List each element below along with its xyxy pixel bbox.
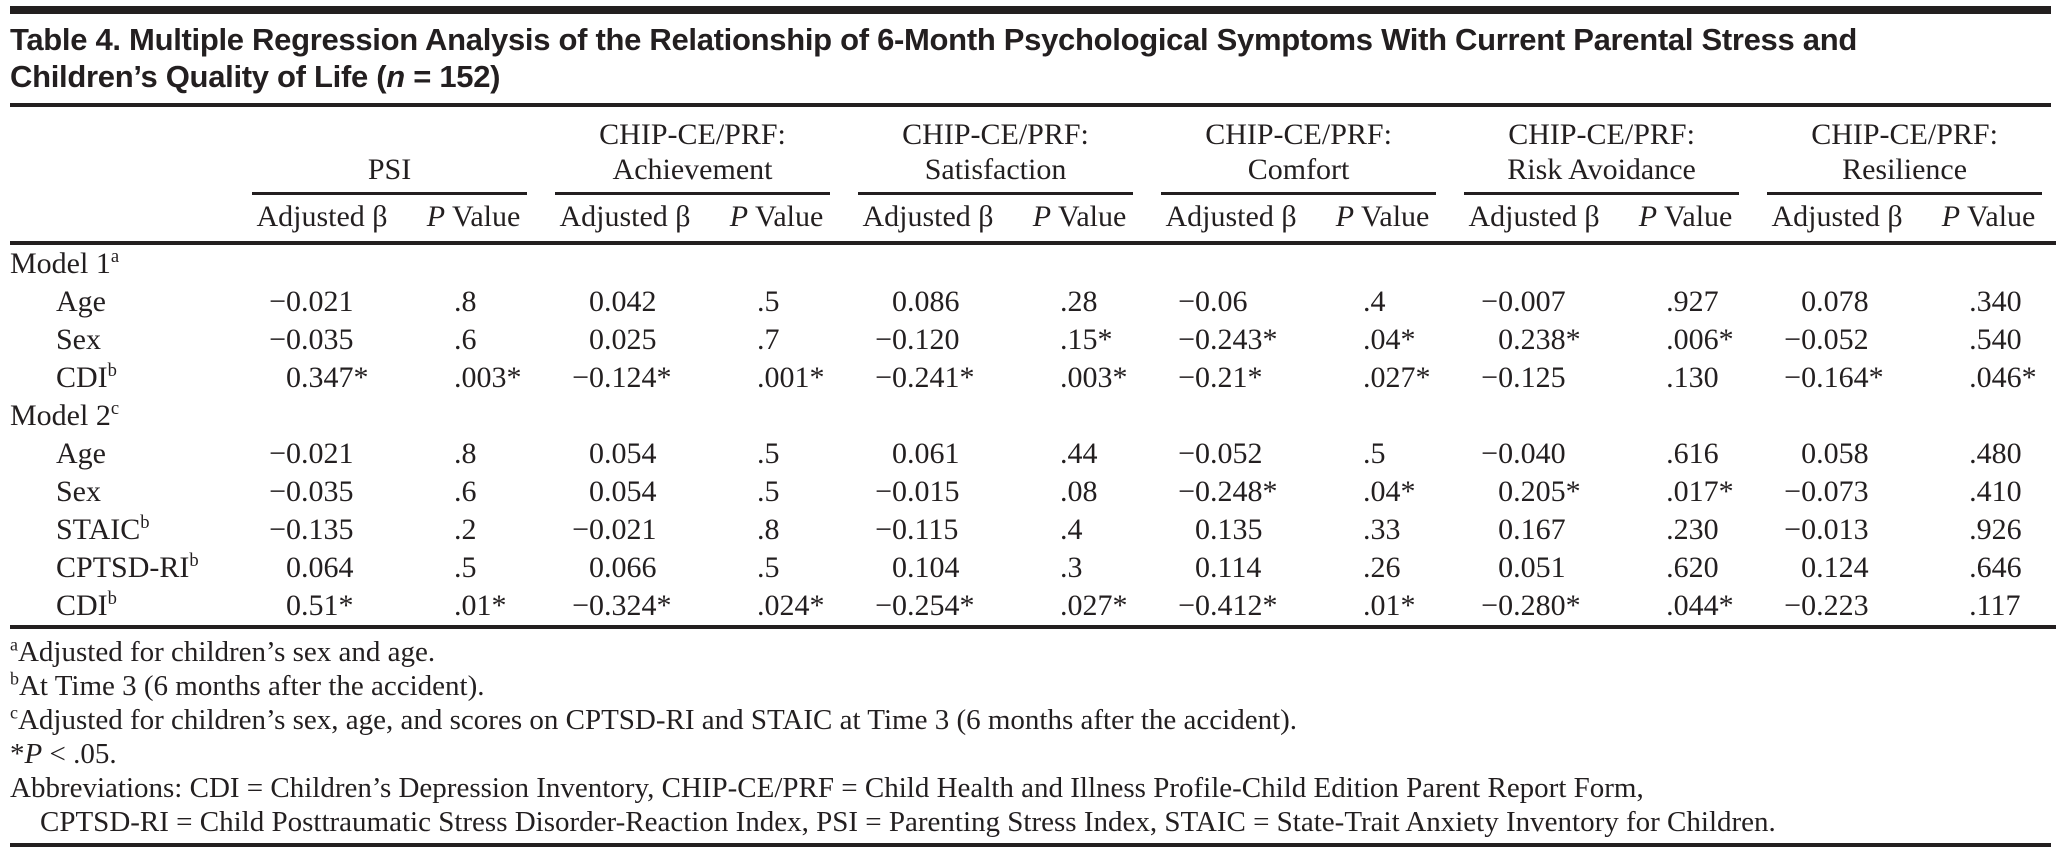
minus-sign: −	[1784, 475, 1802, 508]
p-value-cell: .5	[757, 551, 780, 584]
empty-cell	[1753, 243, 1921, 283]
p-value-cell: .6	[454, 323, 477, 356]
beta-value: 0.042	[589, 285, 657, 318]
minus-sign: −	[1178, 323, 1196, 356]
adjusted-beta-cell	[238, 473, 406, 511]
p-rest: Value	[1960, 200, 2036, 233]
minus-sign: −	[269, 475, 286, 508]
group-line: Resilience	[1842, 153, 1968, 186]
label-column-subheader	[10, 195, 238, 243]
minus-sign: −	[1178, 589, 1196, 622]
group-line: Risk Avoidance	[1507, 153, 1696, 186]
group-line: CHIP-CE/PRF:	[599, 118, 786, 151]
adjusted-beta-cell	[1450, 549, 1618, 587]
group-line: CHIP-CE/PRF:	[1508, 118, 1695, 151]
group-header-psi	[238, 107, 541, 195]
p-value-cell: .003*	[454, 361, 522, 394]
p-value-header	[406, 195, 541, 243]
adjusted-beta-cell	[541, 283, 709, 321]
p-value-cell: .117	[1921, 587, 2056, 627]
p-italic: P	[1638, 200, 1658, 233]
beta-value: 0.007	[1498, 285, 1566, 318]
beta-value: 0.120	[892, 323, 960, 356]
empty-cell	[1012, 243, 1147, 283]
footnote-marker: c	[110, 398, 120, 419]
p-value-cell: .927	[1666, 285, 1719, 318]
minus-sign: −	[875, 589, 893, 622]
adjusted-beta-cell	[238, 321, 406, 359]
p-value-cell: .616	[1666, 437, 1719, 470]
minus-sign: −	[875, 323, 893, 356]
minus-sign: −	[875, 361, 893, 394]
adjusted-beta-cell	[541, 321, 709, 359]
beta-value: 0.025	[589, 323, 657, 356]
adjusted-beta-cell	[844, 435, 1012, 473]
adjusted-beta-cell	[1450, 283, 1618, 321]
empty-cell	[1012, 397, 1147, 435]
minus-sign: −	[269, 285, 286, 318]
minus-sign: −	[875, 475, 893, 508]
adjusted-beta-header: Adjusted β	[238, 195, 406, 243]
row-label: Age	[56, 285, 106, 318]
adjusted-beta-cell	[1450, 321, 1618, 359]
empty-cell	[1450, 397, 1618, 435]
group-header-risk-avoidance	[1450, 107, 1753, 195]
group-line	[252, 117, 527, 152]
adjusted-beta-cell	[844, 283, 1012, 321]
label-column-header	[10, 107, 238, 195]
group-header-inner	[555, 117, 830, 195]
adjusted-beta-cell	[1753, 321, 1921, 359]
p-value-cell: .410	[1969, 475, 2022, 508]
beta-value: 0.280*	[1498, 589, 1581, 622]
footnote-marker: b	[140, 512, 150, 533]
p-rest: Value	[1051, 200, 1127, 233]
adjusted-beta-cell	[1147, 473, 1315, 511]
adjusted-beta-cell	[844, 587, 1012, 627]
p-value-cell: .646	[1969, 551, 2022, 584]
adjusted-beta-cell	[1753, 435, 1921, 473]
p-value-cell: .01*	[1315, 587, 1450, 627]
adjusted-beta-cell	[1753, 283, 1921, 321]
footnote-line: *P < .05.	[10, 738, 117, 770]
p-value-cell: .2	[454, 513, 477, 546]
p-value-cell: .5	[757, 437, 780, 470]
group-header-achievement	[541, 107, 844, 195]
p-value-cell: .003*	[1060, 361, 1128, 394]
adjusted-beta-cell	[1753, 549, 1921, 587]
row-label: Model 2$^c$	[10, 398, 120, 432]
row-label: CPTSD-$RI^b$	[56, 550, 199, 584]
p-value-cell: .04*	[1363, 475, 1416, 508]
adjusted-beta-header: Adjusted β	[541, 195, 709, 243]
table-header	[10, 107, 2056, 243]
p-value-cell: .04*	[1363, 323, 1416, 356]
beta-value: 0.035	[286, 475, 354, 508]
group-header-row	[10, 107, 2056, 195]
adjusted-beta-cell	[541, 549, 709, 587]
p-value-cell: .01*	[406, 587, 541, 627]
p-value-cell: .8	[757, 513, 780, 546]
footnote-marker: b	[189, 550, 199, 571]
italic-p: P	[24, 738, 43, 770]
beta-value: 0.21*	[1195, 361, 1263, 394]
minus-sign: −	[572, 589, 590, 622]
empty-cell	[1618, 243, 1753, 283]
title-line-2	[10, 58, 2051, 95]
group-header-inner	[858, 117, 1133, 195]
empty-cell	[1921, 397, 2056, 435]
beta-value: 0.324*	[589, 589, 672, 622]
beta-value: 0.052	[1195, 437, 1263, 470]
minus-sign: −	[1178, 285, 1196, 318]
p-value-cell: .5	[757, 285, 780, 318]
p-value-cell: .8	[454, 285, 477, 318]
minus-sign: −	[572, 513, 590, 546]
group-line: Satisfaction	[924, 153, 1067, 186]
title-n-italic: n	[386, 59, 405, 94]
empty-cell	[709, 243, 844, 283]
adjusted-beta-cell	[1147, 435, 1315, 473]
adjusted-beta-cell	[844, 473, 1012, 511]
adjusted-beta-cell	[844, 321, 1012, 359]
empty-cell	[406, 243, 541, 283]
p-value-cell: .230	[1666, 513, 1719, 546]
p-value-cell: .7	[757, 323, 780, 356]
minus-sign: −	[1784, 323, 1802, 356]
p-value-cell: .44	[1060, 437, 1098, 470]
bottom-rule	[10, 843, 2051, 847]
empty-cell	[844, 397, 1012, 435]
row-label: Model 1$^a$	[10, 246, 120, 280]
beta-value: 0.013	[1801, 513, 1869, 546]
minus-sign: −	[1481, 361, 1499, 394]
p-rest: Value	[1657, 200, 1733, 233]
adjusted-beta-cell	[1753, 587, 1921, 627]
minus-sign: −	[1178, 437, 1196, 470]
row-label: Sex	[56, 323, 101, 356]
p-value-cell: .33	[1363, 513, 1401, 546]
adjusted-beta-cell	[1147, 587, 1315, 627]
table-figure	[0, 6, 2061, 847]
title-line-2-post: = 152)	[404, 59, 501, 94]
data-row	[10, 283, 2056, 321]
p-value-cell: .926	[1969, 513, 2022, 546]
title-line-2-pre: Children’s Quality of Life (	[10, 59, 387, 94]
minus-sign: −	[1178, 475, 1196, 508]
p-value-cell: .4	[1060, 513, 1083, 546]
beta-value: 0.135	[286, 513, 354, 546]
footnote-line: Abbreviations: CDI = Children’s Depression Inventory, CHIP-CE/PRF = Child Health and Illness Profile-Child Edition Parent Report Form,	[10, 772, 1644, 804]
footnote-marker: b	[107, 360, 117, 381]
footnote-line: $^c$Adjusted for children’s sex, age, and scores on CPTSD-RI and STAIC at Time 3 (6 months after the accident).	[10, 702, 1298, 736]
p-value-cell: .4	[1363, 285, 1386, 318]
adjusted-beta-cell	[1753, 473, 1921, 511]
beta-value: 0.021	[589, 513, 657, 546]
adjusted-beta-header: Adjusted β	[1753, 195, 1921, 243]
p-value-header	[1012, 195, 1147, 243]
empty-cell	[1753, 397, 1921, 435]
adjusted-beta-cell	[1450, 473, 1618, 511]
group-line: CHIP-CE/PRF:	[1205, 118, 1392, 151]
p-value-cell: .027*	[1363, 361, 1431, 394]
beta-value: 0.104	[892, 551, 960, 584]
minus-sign: −	[269, 513, 286, 546]
beta-value: 0.115	[892, 513, 959, 546]
p-value-cell: .3	[1060, 551, 1083, 584]
beta-value: 0.125	[1498, 361, 1566, 394]
adjusted-beta-cell	[541, 587, 709, 627]
p-value-cell: .006*	[1666, 323, 1734, 356]
row-label: Sex	[56, 475, 101, 508]
adjusted-beta-cell	[541, 359, 709, 397]
group-header-inner	[1464, 117, 1739, 195]
empty-cell	[1315, 397, 1450, 435]
beta-value: 0.06	[1195, 285, 1248, 318]
empty-cell	[1147, 397, 1315, 435]
adjusted-beta-cell	[541, 511, 709, 549]
group-header-inner	[1161, 117, 1436, 195]
footnote-line: $^a$Adjusted for children’s sex and age.	[10, 634, 436, 668]
p-italic: P	[1335, 200, 1355, 233]
beta-value: 0.015	[892, 475, 960, 508]
beta-value: 0.243*	[1195, 323, 1278, 356]
empty-cell	[541, 243, 709, 283]
p-italic: P	[426, 200, 446, 233]
p-value-cell: .024*	[709, 587, 844, 627]
group-header-resilience	[1753, 107, 2056, 195]
p-value-cell: .15*	[1060, 323, 1113, 356]
beta-value: 0.064	[286, 551, 354, 584]
beta-value: 0.205*	[1498, 475, 1581, 508]
data-row	[10, 359, 2056, 397]
minus-sign: −	[1481, 285, 1499, 318]
adjusted-beta-cell	[844, 549, 1012, 587]
adjusted-beta-header: Adjusted β	[1147, 195, 1315, 243]
p-value-cell: .6	[454, 475, 477, 508]
p-value-cell: .08	[1060, 475, 1098, 508]
p-value-cell: .5	[454, 551, 477, 584]
group-header-inner	[1767, 117, 2042, 195]
group-line: Achievement	[612, 153, 773, 186]
adjusted-beta-cell	[1147, 359, 1315, 397]
group-header-satisfaction	[844, 107, 1147, 195]
beta-value: 0.238*	[1498, 323, 1581, 356]
p-value-cell: .044*	[1618, 587, 1753, 627]
beta-value: 0.021	[286, 285, 354, 318]
beta-value: 0.052	[1801, 323, 1869, 356]
group-line: Comfort	[1247, 153, 1350, 186]
section-row	[10, 397, 2056, 435]
beta-value: 0.124	[1801, 551, 1869, 584]
empty-cell	[1315, 243, 1450, 283]
sub-header-row	[10, 195, 2056, 243]
beta-value: 0.223	[1801, 589, 1869, 622]
beta-value: 0.135	[1195, 513, 1263, 546]
adjusted-beta-cell	[844, 359, 1012, 397]
beta-value: 0.061	[892, 437, 960, 470]
adjusted-beta-cell	[1147, 511, 1315, 549]
beta-value: 0.248*	[1195, 475, 1278, 508]
beta-value: 0.058	[1801, 437, 1869, 470]
p-value-cell: .5	[1363, 437, 1386, 470]
data-row	[10, 473, 2056, 511]
minus-sign: −	[1784, 589, 1802, 622]
p-value-header	[1618, 195, 1753, 243]
empty-cell	[844, 243, 1012, 283]
adjusted-beta-cell	[844, 511, 1012, 549]
group-header-inner	[252, 117, 527, 195]
data-row	[10, 321, 2056, 359]
adjusted-beta-cell	[238, 549, 406, 587]
beta-value: 0.124*	[589, 361, 672, 394]
row-label: CDI$^b$	[10, 587, 238, 627]
empty-cell	[406, 397, 541, 435]
beta-value: 0.066	[589, 551, 657, 584]
p-value-cell: .017*	[1666, 475, 1734, 508]
empty-cell	[1921, 243, 2056, 283]
p-value-cell: .8	[454, 437, 477, 470]
adjusted-beta-cell	[238, 435, 406, 473]
p-italic: P	[1941, 200, 1961, 233]
title-line-1: Table 4. Multiple Regression Analysis of the Relationship of 6-Month Psychological Symptoms With Current Parental Stress and	[10, 22, 1857, 57]
group-header-comfort	[1147, 107, 1450, 195]
p-italic: P	[729, 200, 749, 233]
footnote-marker: c	[10, 702, 18, 723]
minus-sign: −	[1178, 361, 1196, 394]
group-line: PSI	[367, 153, 412, 186]
beta-value: 0.241*	[892, 361, 975, 394]
adjusted-beta-cell	[1147, 549, 1315, 587]
row-label: Age	[56, 437, 106, 470]
group-line: CHIP-CE/PRF:	[1811, 118, 1998, 151]
adjusted-beta-cell	[238, 359, 406, 397]
adjusted-beta-cell	[1147, 321, 1315, 359]
p-value-cell: .5	[757, 475, 780, 508]
section-row	[10, 243, 2056, 283]
p-value-header	[709, 195, 844, 243]
empty-cell	[1147, 243, 1315, 283]
adjusted-beta-cell	[1450, 587, 1618, 627]
adjusted-beta-cell	[1147, 283, 1315, 321]
p-value-cell: .130	[1666, 361, 1719, 394]
minus-sign: −	[1784, 513, 1802, 546]
beta-value: 0.054	[589, 437, 657, 470]
p-rest: Value	[748, 200, 824, 233]
beta-value: 0.051	[1498, 551, 1566, 584]
p-rest: Value	[1354, 200, 1430, 233]
data-row	[10, 511, 2056, 549]
footnote-marker: a	[110, 246, 120, 267]
p-value-cell: .001*	[757, 361, 825, 394]
empty-cell	[1450, 243, 1618, 283]
empty-cell	[541, 397, 709, 435]
adjusted-beta-cell	[1753, 359, 1921, 397]
beta-value: 0.086	[892, 285, 960, 318]
beta-value: 0.51*	[286, 589, 354, 622]
p-value-cell: .620	[1666, 551, 1719, 584]
beta-value: 0.347*	[286, 361, 369, 394]
adjusted-beta-cell	[1753, 511, 1921, 549]
minus-sign: −	[572, 361, 590, 394]
adjusted-beta-cell	[1450, 435, 1618, 473]
p-value-cell: .26	[1363, 551, 1401, 584]
minus-sign: −	[269, 437, 286, 470]
minus-sign: −	[1481, 437, 1499, 470]
footnote-line: CPTSD-RI = Child Posttraumatic Stress Disorder-Reaction Index, PSI = Parenting Stress Index, STAIC = State-Trait Anxiety Inventory for Children.	[40, 806, 1776, 838]
p-value-cell: .027*	[1012, 587, 1147, 627]
p-value-header	[1315, 195, 1450, 243]
table-title	[10, 14, 2051, 107]
adjusted-beta-cell	[1450, 511, 1618, 549]
beta-value: 0.073	[1801, 475, 1869, 508]
p-value-header	[1921, 195, 2056, 243]
footnote-line: $^b$At Time 3 (6 months after the accident).	[10, 668, 485, 702]
adjusted-beta-header: Adjusted β	[844, 195, 1012, 243]
adjusted-beta-cell	[238, 587, 406, 627]
adjusted-beta-cell	[1450, 359, 1618, 397]
p-value-cell: .340	[1969, 285, 2022, 318]
footnotes	[10, 629, 2051, 841]
p-value-cell: .046*	[1969, 361, 2037, 394]
row-label: STAIC$^b$	[56, 512, 150, 546]
beta-value: 0.164*	[1801, 361, 1884, 394]
beta-value: 0.412*	[1195, 589, 1278, 622]
adjusted-beta-cell	[541, 473, 709, 511]
empty-cell	[238, 243, 406, 283]
minus-sign: −	[1481, 589, 1499, 622]
p-rest: Value	[445, 200, 521, 233]
empty-cell	[709, 397, 844, 435]
regression-table	[10, 107, 2056, 629]
beta-value: 0.040	[1498, 437, 1566, 470]
minus-sign: −	[269, 323, 286, 356]
empty-cell	[238, 397, 406, 435]
minus-sign: −	[1784, 361, 1802, 394]
footnote-marker: a	[10, 634, 18, 655]
footnote-marker: b	[10, 668, 19, 689]
beta-value: 0.078	[1801, 285, 1869, 318]
beta-value: 0.114	[1195, 551, 1262, 584]
beta-value: 0.035	[286, 323, 354, 356]
adjusted-beta-cell	[541, 435, 709, 473]
row-label: CDI$^b$	[56, 360, 117, 394]
data-row	[10, 587, 2056, 627]
empty-cell	[1618, 397, 1753, 435]
beta-value: 0.054	[589, 475, 657, 508]
p-value-cell: .28	[1060, 285, 1098, 318]
p-italic: P	[1032, 200, 1052, 233]
p-value-cell: .540	[1969, 323, 2022, 356]
adjusted-beta-cell	[238, 511, 406, 549]
beta-value: 0.021	[286, 437, 354, 470]
data-row	[10, 549, 2056, 587]
table-body	[10, 243, 2056, 627]
group-line: CHIP-CE/PRF:	[902, 118, 1089, 151]
footnote-marker: b	[107, 588, 117, 609]
beta-value: 0.167	[1498, 513, 1566, 546]
data-row	[10, 435, 2056, 473]
adjusted-beta-cell	[238, 283, 406, 321]
top-rule-bar	[10, 6, 2051, 14]
minus-sign: −	[875, 513, 893, 546]
adjusted-beta-header: Adjusted β	[1450, 195, 1618, 243]
beta-value: 0.254*	[892, 589, 975, 622]
p-value-cell: .480	[1969, 437, 2022, 470]
